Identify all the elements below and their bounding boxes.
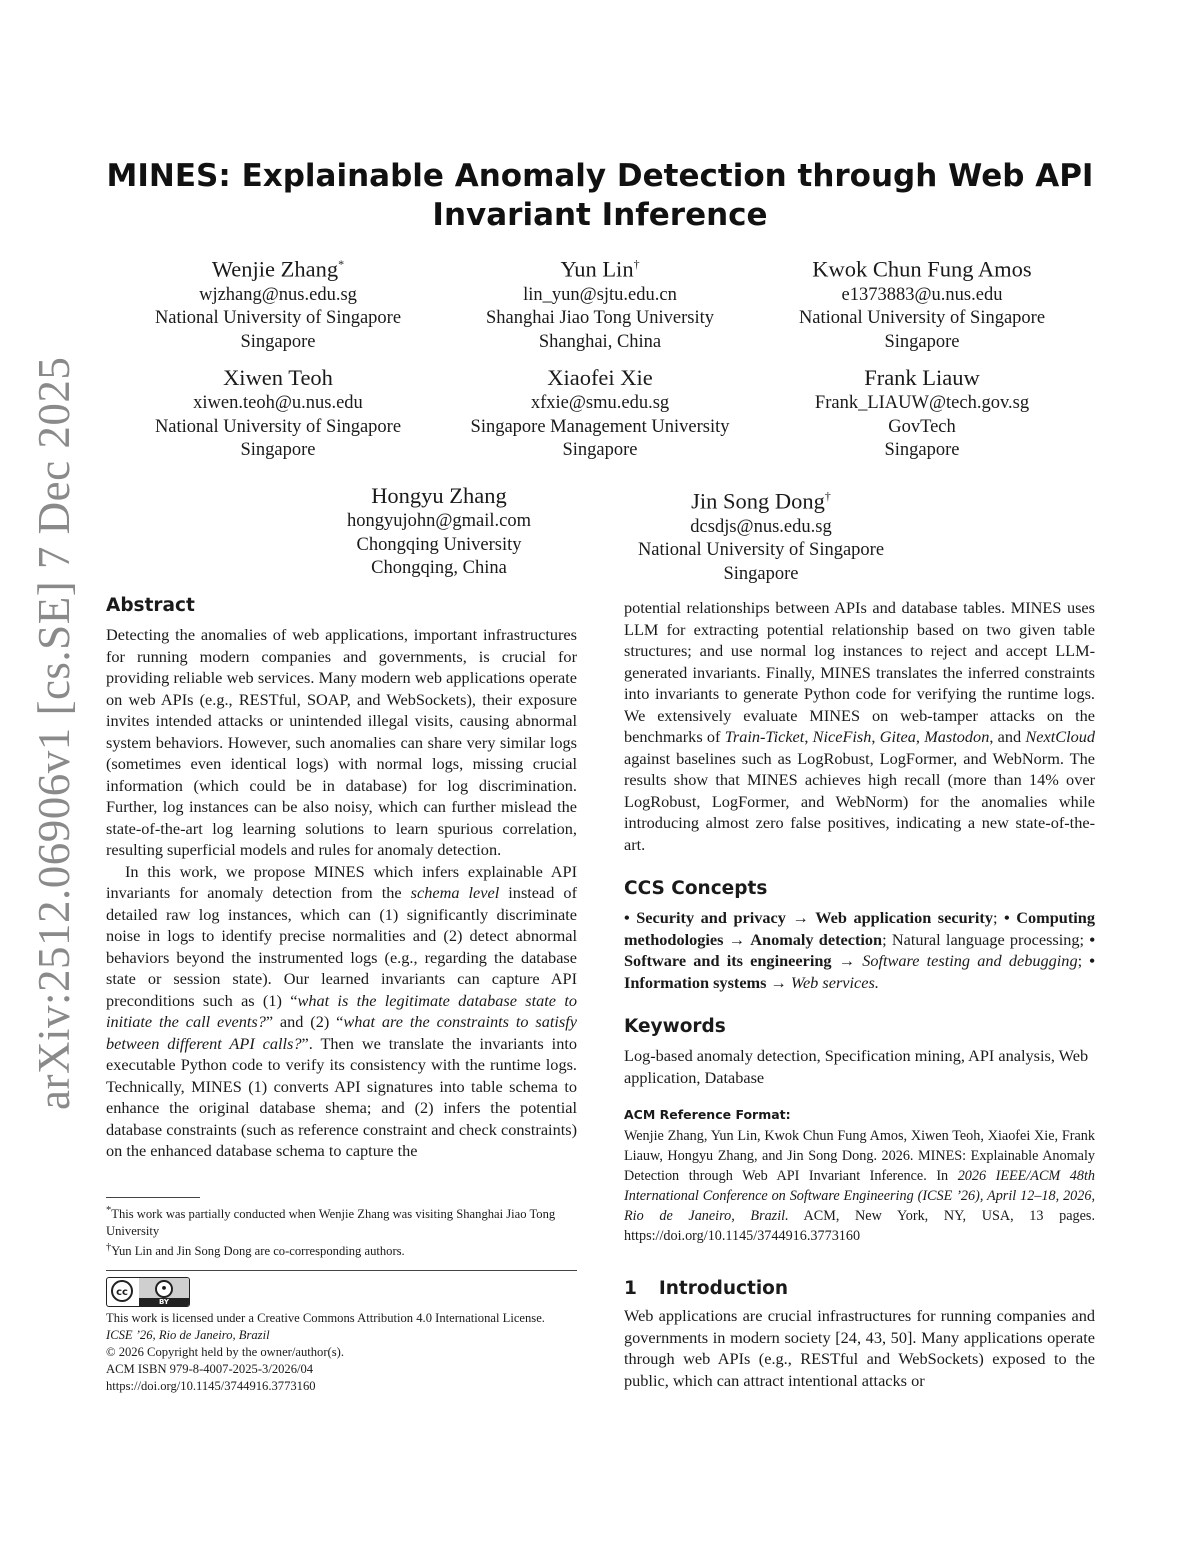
conference-venue: ICSE ’26, Rio de Janeiro, Brazil: [106, 1328, 270, 1342]
author-name: Xiaofei Xie: [547, 365, 653, 390]
author-mark: †: [824, 489, 831, 503]
license-rule: [106, 1270, 577, 1271]
author-affiliation: Singapore Management University: [470, 416, 730, 437]
copyright: © 2026 Copyright held by the owner/author(s).: [106, 1345, 344, 1359]
author-email: dcsdjs@nus.edu.sg: [690, 516, 832, 537]
acm-reference-text: Wenjie Zhang, Yun Lin, Kwok Chun Fung Amos, Xiwen Teoh, Xiaofei Xie, Frank Liauw, Hongyu Zhang, and Jin Song Dong. 2026. MINES: Explainable Anomaly Detection through Web API Invariant Inference. In 2026 IEEE/ACM 48th International Conference on Software Engineering (ICSE ’26), April 12–18, 2026, Rio de Janeiro, Brazil. ACM, New York, NY, USA, 13 pages. https://doi.org/10.1145/3744916.3773160: [624, 1127, 1096, 1244]
acm-reference-heading: ACM Reference Format:: [624, 1107, 791, 1122]
author-location: Singapore: [240, 440, 316, 460]
author-email: hongyujohn@gmail.com: [346, 511, 532, 531]
author-block: [752, 364, 1092, 463]
author-email: xiwen.teoh@u.nus.edu: [193, 393, 363, 413]
author-email: xfxie@smu.edu.sg: [530, 393, 670, 413]
keywords-heading: Keywords: [624, 1016, 726, 1037]
author-location: Singapore: [723, 563, 799, 584]
doi-link[interactable]: https://doi.org/10.1145/3744916.3773160: [106, 1379, 316, 1393]
cc-by-license-icon: [106, 1277, 190, 1307]
author-email: wjzhang@nus.edu.sg: [199, 284, 357, 305]
author-block: [430, 364, 770, 463]
author-block: [591, 482, 931, 586]
author-affiliation: National University of Singapore: [154, 308, 402, 328]
by-label: BY: [139, 1298, 189, 1306]
cc-icon: cc: [111, 1280, 133, 1302]
abstract-paragraph: In this work, we propose MINES which infers explainable API invariants for anomaly detection from the schema level instead of detailed raw log instances, which can (1) significantly discriminate noise in logs to identify precise normalities and (2) detect abnormal behaviors beyond the instrumented logs (e.g., regarding the database state or session state). Our learned invariants can capture API preconditions such as (1) “what is the legitimate database state to initiate the call events?” and (2) “what are the constraints to satisfy between different API calls?”. Then we translate the invariants into executable Python code to verify its consistency with the runtime logs. Technically, MINES (1) converts API signatures into table schema to enhance the original database shema; and (2) infers the potential database constraints (such as reference constraint and check constraints) on the enhanced database schema to capture the: [106, 861, 577, 1160]
author-affiliation: Chongqing University: [356, 534, 522, 555]
author-location: Singapore: [562, 440, 638, 460]
author-block: [108, 364, 448, 463]
author-mark: †: [633, 257, 640, 271]
author-name: Kwok Chun Fung Amos: [812, 256, 1032, 282]
author-location: Shanghai, China: [538, 331, 662, 352]
author-email: Frank_LIAUW@tech.gov.sg: [814, 393, 1030, 413]
footnote: *This work was partially conducted when Wenjie Zhang was visiting Shanghai Jiao Tong University: [106, 1205, 556, 1238]
ccs-concepts: • Security and privacy → Web application security; • Computing methodologies → Anomaly detection; Natural language processing; • Software and its engineering → Software testing and debugging; • Information systems → Web services.: [624, 908, 1096, 992]
author-block: [269, 482, 609, 581]
author-email: e1373883@u.nus.edu: [841, 284, 1003, 305]
author-location: Chongqing, China: [371, 558, 507, 578]
author-block: [430, 250, 770, 354]
author-name: Yun Lin: [560, 256, 634, 282]
author-block: [108, 250, 448, 354]
author-location: Singapore: [884, 440, 960, 460]
author-affiliation: National University of Singapore: [154, 416, 402, 437]
author-block: [752, 250, 1092, 354]
author-location: Singapore: [884, 331, 960, 352]
ccs-heading: CCS Concepts: [624, 878, 768, 899]
author-name: Wenjie Zhang: [211, 256, 339, 282]
author-name: Xiwen Teoh: [223, 365, 333, 390]
license-text: This work is licensed under a Creative Commons Attribution 4.0 International License.: [106, 1311, 545, 1325]
footnote-rule: [106, 1197, 200, 1198]
keywords-list: Log-based anomaly detection, Specification mining, API analysis, Web application, Database: [624, 1046, 1089, 1087]
by-icon: [139, 1278, 189, 1306]
author-mark: *: [338, 257, 345, 271]
author-name: Frank Liauw: [864, 365, 980, 390]
abstract-heading: Abstract: [106, 595, 195, 616]
abstract-continuation: potential relationships between APIs and database tables. MINES uses LLM for extracting potential relationship based on two given table structures; and use normal log instances to reject and accept LLM-generated invariants. Finally, MINES translates the inferred constraints into invariants to generate Python code for verifying the runtime logs. We extensively evaluate MINES on web-tamper attacks on the benchmarks of Train-Ticket, NiceFish, Gitea, Mastodon, and NextCloud against baselines such as LogRobust, LogFormer, and WebNorm. The results show that MINES achieves high recall (more than 14% over LogRobust, LogFormer, and WebNorm) for the anomalies while introducing almost zero false positives, indicating a new state-of-the-art.: [624, 598, 1096, 854]
author-affiliation: Shanghai Jiao Tong University: [485, 308, 715, 328]
isbn: ACM ISBN 979-8-4007-2025-3/2026/04: [106, 1362, 314, 1376]
author-location: Singapore: [240, 331, 316, 352]
introduction-paragraph: Web applications are crucial infrastructures for running companies and governments in modern society [24, 43, 50]. Many applications operate through web APIs (e.g., RESTful and WebSockets) exposed to the public, which can attract intentional attacks or: [624, 1306, 1095, 1390]
left-column: [106, 594, 577, 1162]
paper-title: MINES: Explainable Anomaly Detection through Web API Invariant Inference: [106, 158, 1094, 233]
abstract-paragraph: Detecting the anomalies of web applications, important infrastructures for running modern companies and governments, is crucial for providing reliable web services. Many modern web applications operate on web APIs (e.g., RESTful, SOAP, and WebSockets), their exposure invites intended attacks or unintended illegal visits, causing abnormal system behaviors. However, such anomalies can share very similar logs (sometimes even identical logs) with normal logs, missing crucial information (which could be in database) for log discrimination. Further, log instances can be also noisy, which can further mislead the state-of-the-art log learning solutions to learn spurious correlation, resulting superficial models and rules for anomaly detection.: [106, 625, 577, 859]
author-affiliation: National University of Singapore: [637, 540, 885, 560]
author-affiliation: National University of Singapore: [798, 308, 1046, 328]
footnotes: [106, 1203, 577, 1260]
arxiv-identifier: arXiv:2512.06906v1 [cs.SE] 7 Dec 2025: [29, 356, 79, 1110]
footnote: †Yun Lin and Jin Song Dong are co-corresponding authors.: [106, 1242, 405, 1259]
right-column: [624, 597, 1095, 1391]
author-name: Hongyu Zhang: [371, 483, 507, 508]
introduction-heading: 1 Introduction: [624, 1277, 789, 1299]
author-name: Jin Song Dong: [691, 488, 825, 514]
author-affiliation: GovTech: [888, 416, 956, 437]
license-block: [106, 1310, 577, 1395]
author-email: lin_yun@sjtu.edu.cn: [523, 284, 677, 305]
person-icon: •: [155, 1280, 173, 1298]
